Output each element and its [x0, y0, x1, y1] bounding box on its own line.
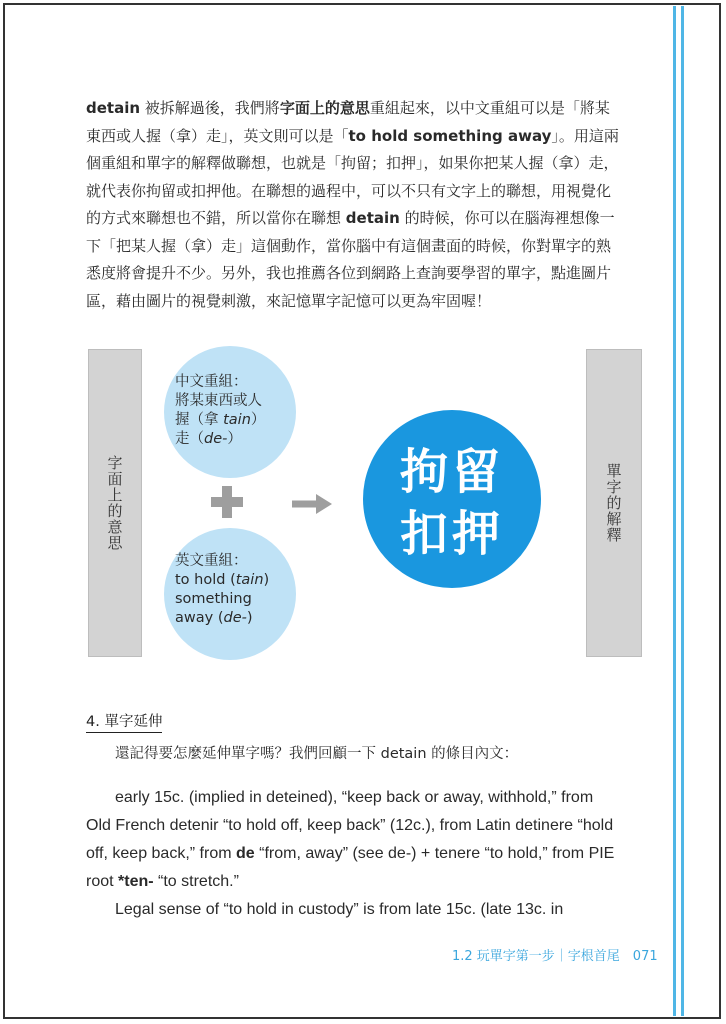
keyword-detain: detain: [345, 209, 400, 227]
chinese-recombination-bubble: [164, 346, 296, 478]
text-run: 的時候，你可以在腦海裡想像一: [399, 209, 615, 227]
keyword-phrase: to hold something away: [348, 126, 552, 145]
english-recombination-text: [175, 552, 269, 628]
page-footer: 1.2 玩單字第一步｜字根首尾 071: [452, 949, 658, 964]
text-run: “to stretch.”: [153, 873, 239, 890]
text-run: off, keep back,” from: [86, 845, 236, 862]
text-run: 還記得要怎麼延伸單字嗎？我們回顧一下: [115, 746, 381, 762]
definition-circle: [363, 410, 541, 588]
prefix-de: de-: [204, 431, 228, 447]
bubble-line: [175, 411, 265, 430]
body-paragraph: [86, 95, 652, 315]
etymology-entry: [86, 784, 646, 924]
etymology-line: Legal sense of “to hold in custody” is from late 15c. (late 13c. in: [115, 901, 564, 918]
paragraph-line: [86, 95, 652, 123]
text-run: 被拆解過後，我們將: [140, 99, 280, 117]
paragraph-line: [86, 123, 652, 151]
word-definition-label: 單字的解釋: [604, 463, 623, 543]
text-run: 的方式來聯想也不錯，所以當你在聯想: [86, 209, 346, 227]
keyword-de: de: [236, 845, 255, 862]
text-run: ): [263, 572, 270, 588]
paragraph-line: 就代表你拘留或扣押他。在聯想的過程中，可以不只有文字上的聯想，用視覺化: [86, 181, 612, 200]
paragraph-line: 悉度將會提升不少。另外，我也推薦各位到網路上查詢要學習的單字，點進圖片: [86, 264, 612, 282]
text-run: ): [246, 610, 253, 626]
text-run: 重組起來，以中文重組可以是「將某: [369, 99, 610, 117]
literal-meaning-bar: [88, 349, 142, 657]
prefix-de: de-: [223, 610, 247, 626]
chinese-recombination-text: [175, 373, 265, 449]
plus-icon-vertical: [222, 486, 232, 518]
text-run: 」。用這兩: [551, 126, 619, 145]
root-tain: tain: [235, 572, 264, 588]
bubble-line: [175, 609, 269, 628]
etymology-line: [86, 840, 646, 868]
etymology-line: [86, 868, 646, 896]
bubble-line: 中文重組：: [175, 374, 248, 390]
text-run: 東西或人握（拿）走」，英文則可以是「: [86, 126, 349, 145]
bubble-line: [175, 430, 265, 449]
etymology-line: Old French detenir “to hold off, keep back” (12c.), from Latin detinere “hold: [86, 817, 614, 834]
page-edge-stripe: [681, 6, 684, 1016]
text-run: ）: [227, 431, 242, 447]
text-run: 握（拿: [175, 412, 224, 428]
section-intro: [115, 742, 518, 763]
keyword-detain: detain: [380, 746, 427, 762]
text-run: root: [86, 873, 119, 890]
literal-meaning-label: 字面上的意思: [105, 455, 124, 551]
text-run: 的條目內文：: [426, 746, 519, 762]
text-run: away (: [175, 610, 224, 626]
page-edge-stripe: [673, 6, 676, 1016]
root-tain: tain: [223, 412, 251, 428]
bubble-line: [175, 571, 269, 590]
keyword-literal-meaning: 字面上的意思: [279, 99, 370, 117]
keyword-detain: detain: [86, 99, 141, 117]
english-recombination-bubble: [164, 528, 296, 660]
paragraph-line: 個重組和單字的解釋做聯想，也就是「拘留；扣押」，如果你把某人握（拿）走，: [86, 154, 619, 172]
keyword-ten: *ten-: [118, 873, 154, 890]
text-run: to hold (: [175, 572, 236, 588]
text-run: ）: [250, 412, 266, 428]
section-heading: 4. 單字延伸: [86, 710, 162, 733]
bubble-line: 英文重組：: [175, 553, 248, 569]
bubble-line: 將某東西或人: [175, 393, 262, 409]
word-definition-bar: [586, 349, 642, 657]
text-run: 走（: [175, 431, 204, 447]
arrow-right-icon: [292, 494, 332, 514]
paragraph-line: 區，藉由圖片的視覺刺激，來記憶單字記憶可以更為牢固喔！: [86, 291, 492, 310]
paragraph-line: 下「把某人握（拿）走」這個動作，當你腦中有這個畫面的時候，你對單字的熟: [86, 236, 612, 255]
bubble-line: something: [175, 591, 252, 607]
paragraph-line: [86, 205, 652, 233]
text-run: “from, away” (see de-) + tenere “to hold,” from PIE: [254, 845, 615, 862]
etymology-line: early 15c. (implied in deteined), “keep back or away, withhold,” from: [115, 789, 594, 806]
definition-detain-cn: 拘留: [399, 444, 504, 500]
definition-seize-cn: 扣押: [399, 506, 504, 562]
